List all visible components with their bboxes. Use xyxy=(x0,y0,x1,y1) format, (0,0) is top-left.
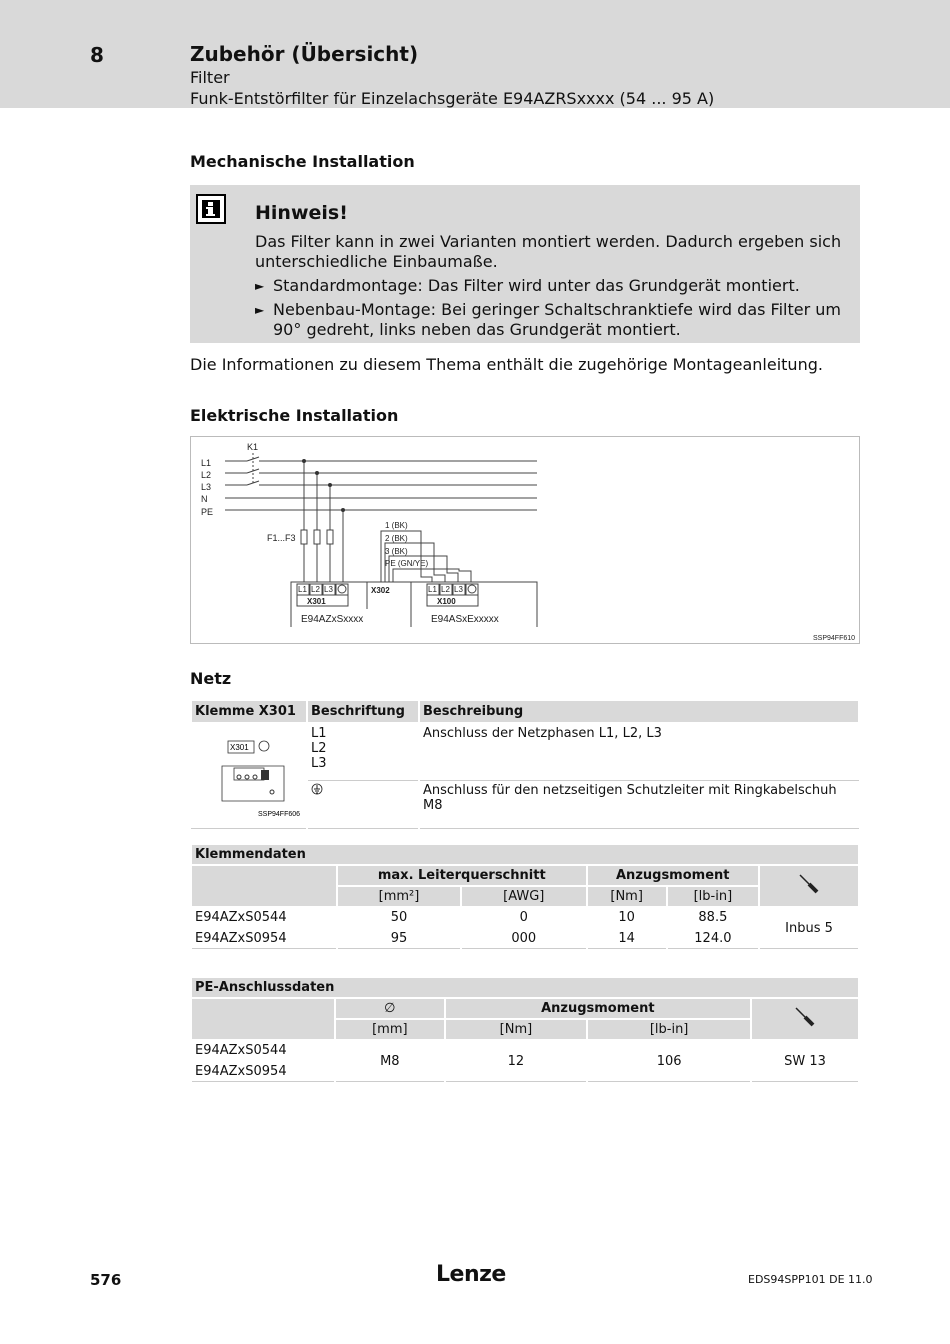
terminal-l1: L1 xyxy=(298,585,307,594)
label-l1: L1 xyxy=(201,458,212,468)
label-wire2: 2 (BK) xyxy=(385,534,408,543)
bullet-text: Standardmontage: Das Filter wird unter das Grundgerät montiert. xyxy=(273,276,800,295)
terminal-u2: L2 xyxy=(441,585,450,594)
label-wire-pe: PE (GN/YE) xyxy=(385,559,429,568)
label-fuse: F1...F3 xyxy=(267,533,296,543)
note-bullet xyxy=(255,300,855,340)
label-pe: PE xyxy=(201,507,214,517)
unit-lbin: [lb-in] xyxy=(587,1019,751,1040)
col-beschriftung: Beschriftung xyxy=(307,700,419,723)
col-beschreibung: Beschreibung xyxy=(419,700,859,723)
chapter-number: 8 xyxy=(90,43,104,67)
info-paragraph: Die Informationen zu diesem Thema enthält die zugehörige Montageanleitung. xyxy=(190,355,823,374)
label-l2: L2 xyxy=(201,470,212,480)
device-filter: E94AZxSxxxx xyxy=(301,614,364,625)
netz-table xyxy=(190,699,860,829)
tool-cell xyxy=(759,865,859,907)
svg-text:X301: X301 xyxy=(230,743,249,752)
screwdriver-icon xyxy=(793,1005,817,1029)
row-pe-desc: Anschluss für den netzseitigen Schutzleiter mit Ringkabelschuh M8 xyxy=(419,781,859,829)
label-l3: L3 xyxy=(201,482,212,492)
wiring-diagram xyxy=(190,436,860,644)
unit-mm2: [mm²] xyxy=(337,886,461,907)
row-l123-label xyxy=(307,723,419,781)
row-pe-label xyxy=(307,781,419,829)
chapter-title: Zubehör (Übersicht) xyxy=(190,42,419,66)
pe-table xyxy=(190,976,860,1082)
terminal-l3: L3 xyxy=(324,585,333,594)
h-cross: max. Leiterquerschnitt xyxy=(337,865,587,886)
h-torque: Anzugsmoment xyxy=(587,865,759,886)
terminal-u1: L1 xyxy=(428,585,437,594)
info-icon xyxy=(196,194,226,224)
ground-icon xyxy=(311,783,323,795)
klemmendaten-table xyxy=(190,843,860,949)
label-n: N xyxy=(201,494,208,504)
mech-heading: Mechanische Installation xyxy=(190,152,415,171)
table-row: E94AZxS0544 M8 12 106 SW 13 xyxy=(191,1040,859,1061)
elec-heading: Elektrische Installation xyxy=(190,406,399,425)
document-id: EDS94SPP101 DE 11.0 xyxy=(748,1273,873,1286)
terminal-x100: X100 xyxy=(437,597,456,606)
terminal-x301-image xyxy=(194,726,302,822)
tool-cell xyxy=(751,998,859,1040)
note-text: Das Filter kann in zwei Varianten montiert werden. Dadurch ergeben sich unterschiedliche Einbaumaße. xyxy=(255,232,842,271)
bullet-arrow-icon: ► xyxy=(255,279,265,293)
unit-mm: [mm] xyxy=(335,1019,445,1040)
unit-lbin: [lb-in] xyxy=(667,886,759,907)
terminal-x301: X301 xyxy=(307,597,326,606)
table-row: E94AZxS0954 xyxy=(191,1061,859,1082)
row-l123-desc: Anschluss der Netzphasen L1, L2, L3 xyxy=(419,723,859,781)
note-box xyxy=(190,185,860,343)
unit-nm: [Nm] xyxy=(445,1019,588,1040)
lenze-logo: Lenze xyxy=(436,1262,506,1287)
terminal-u3: L3 xyxy=(454,585,463,594)
svg-text:SSP94FF606: SSP94FF606 xyxy=(258,811,301,818)
pe-title: PE-Anschlussdaten xyxy=(191,977,859,998)
label-l2: L2 xyxy=(311,741,327,756)
chapter-subtitle: Filter xyxy=(190,68,230,87)
label-wire3: 3 (BK) xyxy=(385,547,408,556)
diagram-code: SSP94FF610 xyxy=(813,635,856,642)
chapter-subtitle-2: Funk-Entstörfilter für Einzelachsgeräte E94AZRSxxxx (54 ... 95 A) xyxy=(190,89,715,108)
device-drive: E94ASxExxxxx xyxy=(431,614,499,625)
label-k1: K1 xyxy=(247,442,259,452)
bullet-arrow-icon: ► xyxy=(255,303,265,317)
label-wire1: 1 (BK) xyxy=(385,521,408,530)
unit-awg: [AWG] xyxy=(461,886,587,907)
terminal-image-cell xyxy=(191,723,307,829)
table-row: E94AZxS0544 50 0 10 88.5 Inbus 5 xyxy=(191,907,859,928)
note-bullet xyxy=(255,276,855,296)
netz-heading: Netz xyxy=(190,669,232,688)
col-klemme: Klemme X301 xyxy=(191,700,307,723)
terminal-l2: L2 xyxy=(311,585,320,594)
table-row: E94AZxS0954 95 000 14 124.0 xyxy=(191,928,859,949)
terminal-x302: X302 xyxy=(371,586,390,595)
h-diameter: ∅ xyxy=(335,998,445,1019)
h-torque: Anzugsmoment xyxy=(445,998,751,1019)
tool-value: Inbus 5 xyxy=(759,907,859,949)
label-l3: L3 xyxy=(311,756,327,771)
bullet-text: Nebenbau-Montage: Bei geringer Schaltschranktiefe wird das Filter um 90° gedreht, links neben das Grundgerät montiert. xyxy=(273,300,841,339)
unit-nm: [Nm] xyxy=(587,886,667,907)
klemmendaten-title: Klemmendaten xyxy=(191,844,859,865)
screwdriver-icon xyxy=(797,872,821,896)
label-l1: L1 xyxy=(311,726,327,741)
page-number: 576 xyxy=(90,1271,122,1289)
note-title: Hinweis! xyxy=(255,202,348,224)
